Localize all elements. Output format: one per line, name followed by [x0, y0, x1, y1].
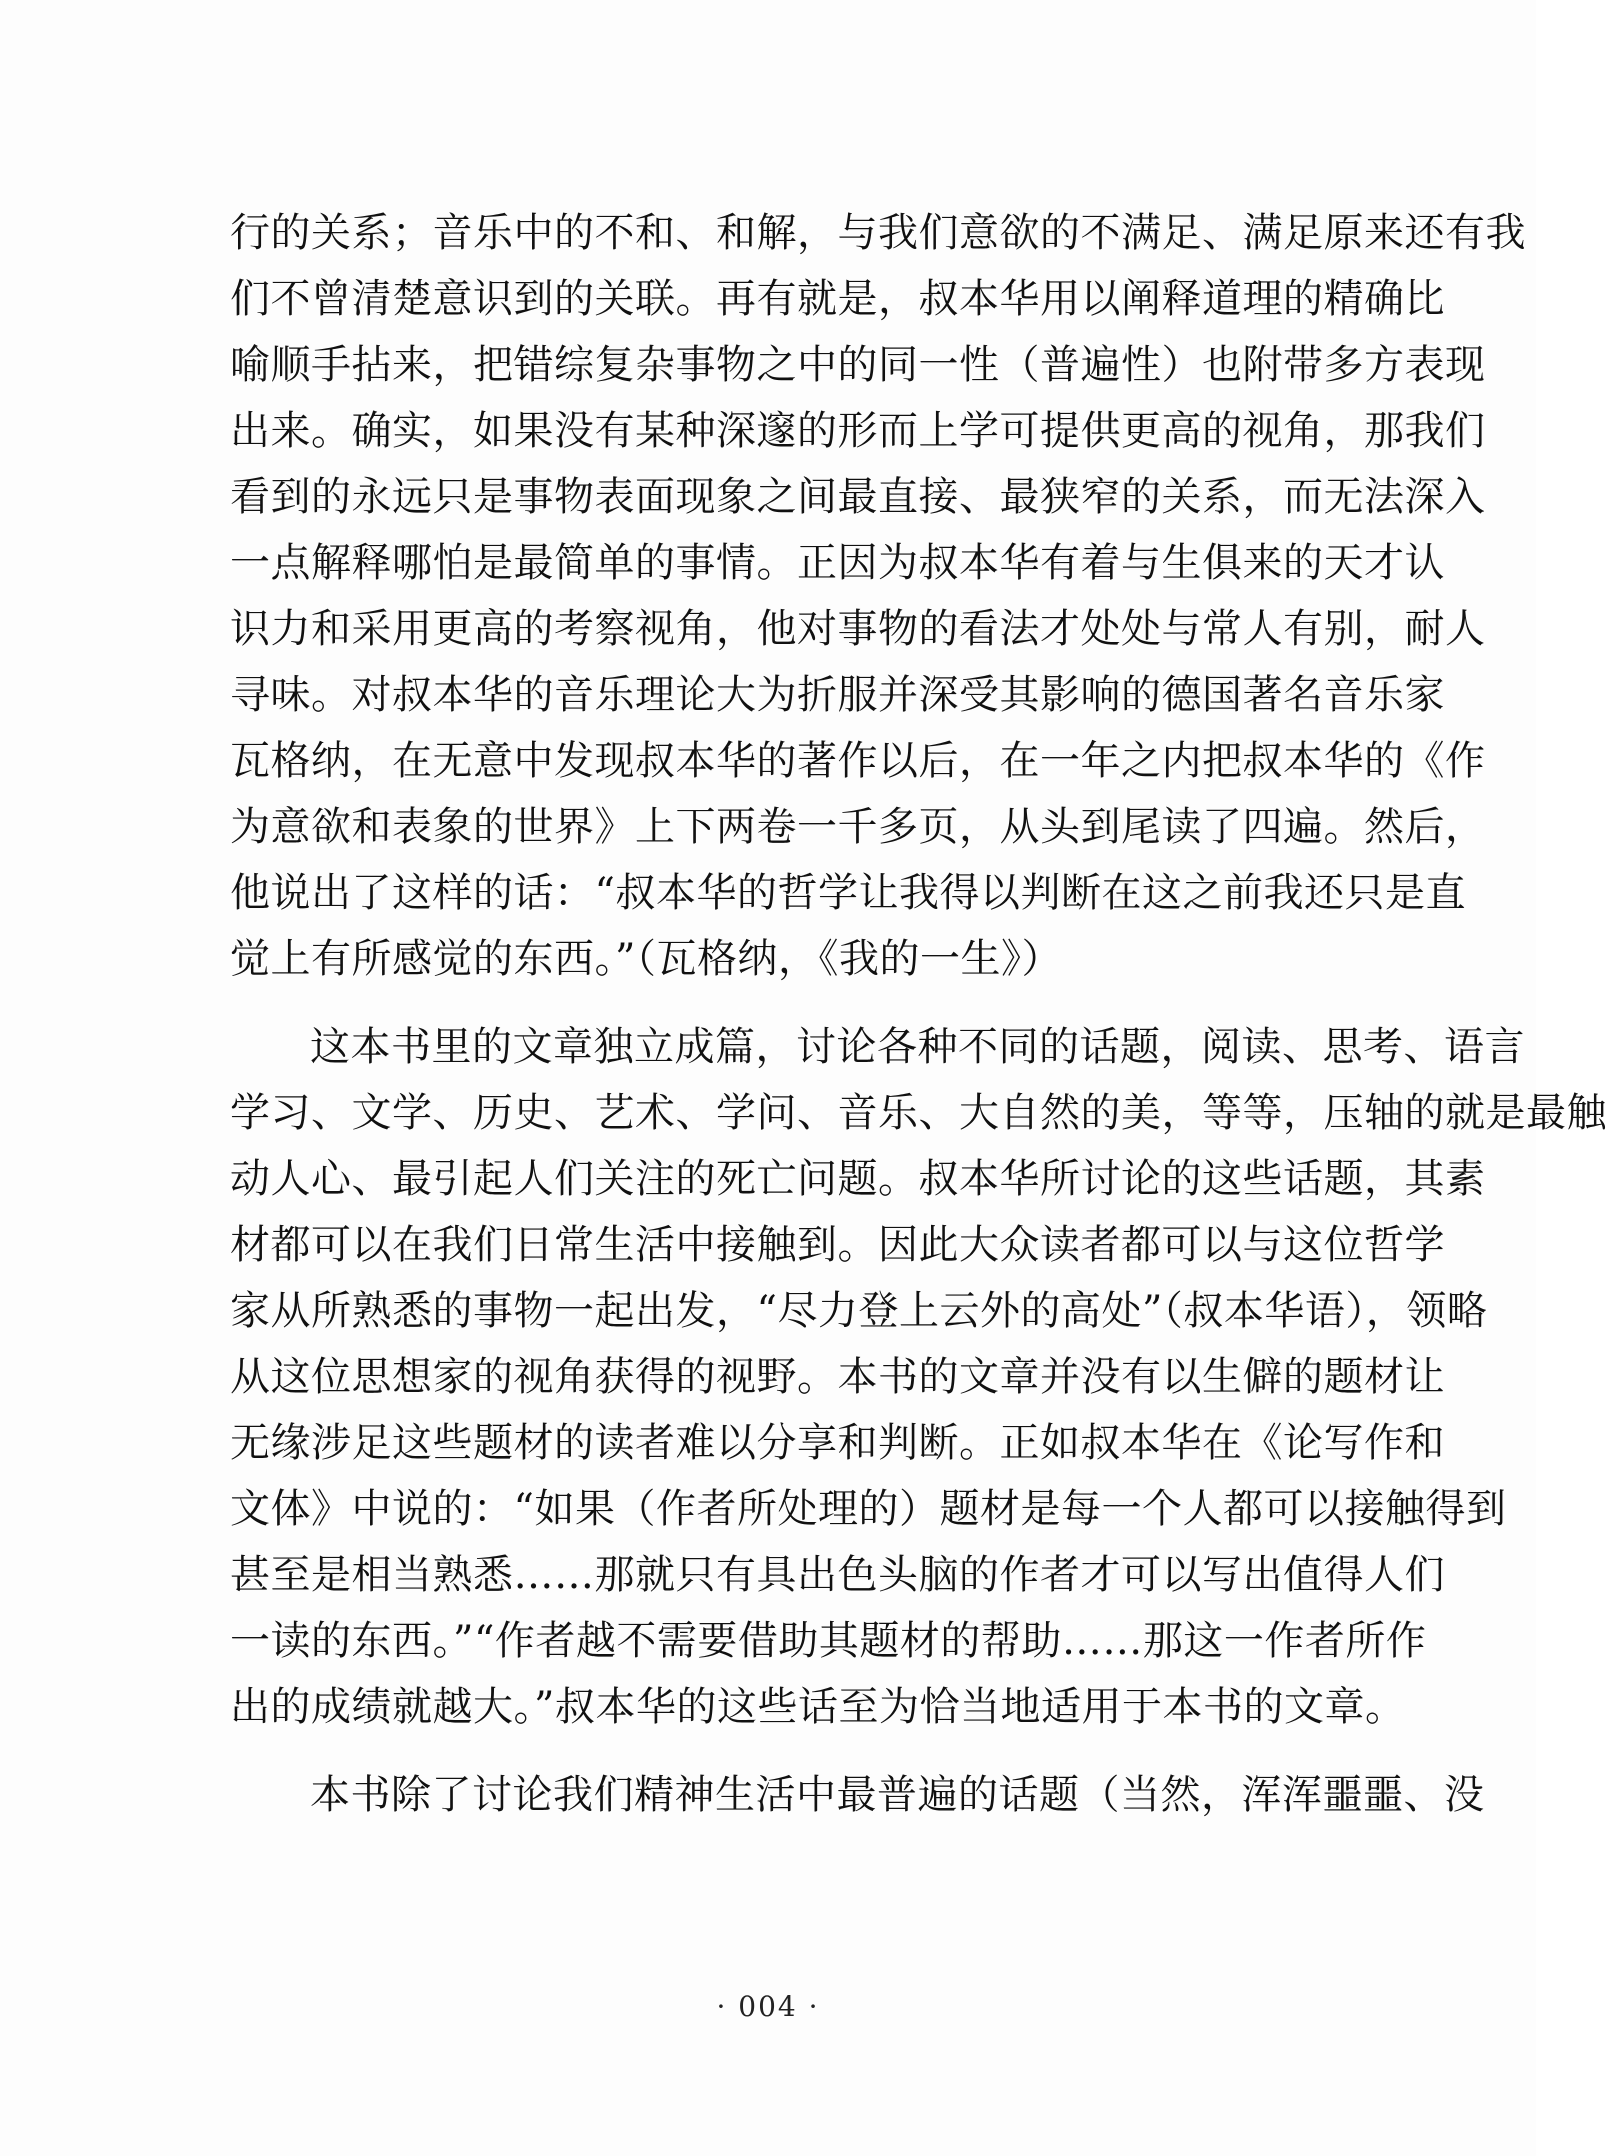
- text-line: 甚至是相当熟悉……那就只有具出色头脑的作者才可以写出值得人们: [230, 1552, 1445, 1598]
- text-line: 这本书里的文章独立成篇，讨论各种不同的话题，阅读、思考、语言: [310, 1024, 1525, 1070]
- text-line: 觉上有所感觉的东西。”（瓦格纳，《我的一生》）: [230, 936, 1062, 982]
- text-line: 学习、文学、历史、艺术、学问、音乐、大自然的美，等等，压轴的就是最触: [230, 1090, 1607, 1136]
- text-line: 行的关系；音乐中的不和、和解，与我们意欲的不满足、满足原来还有我: [230, 210, 1526, 256]
- text-line: 本书除了讨论我们精神生活中最普遍的话题（当然，浑浑噩噩、没: [310, 1772, 1485, 1818]
- text-line: 们不曾清楚意识到的关联。再有就是，叔本华用以阐释道理的精确比: [230, 276, 1445, 322]
- text-line: 出来。确实，如果没有某种深邃的形而上学可提供更高的视角，那我们: [230, 408, 1486, 454]
- page-number: · 004 ·: [716, 1990, 820, 2023]
- text-line: 喻顺手拈来，把错综复杂事物之中的同一性（普遍性）也附带多方表现: [230, 342, 1486, 388]
- text-line: 文体》中说的：“如果（作者所处理的）题材是每一个人都可以接触得到: [230, 1486, 1507, 1532]
- text-line: 无缘涉足这些题材的读者难以分享和判断。正如叔本华在《论写作和: [230, 1420, 1445, 1466]
- text-line: 看到的永远只是事物表面现象之间最直接、最狭窄的关系，而无法深入: [230, 474, 1486, 520]
- text-line: 寻味。对叔本华的音乐理论大为折服并深受其影响的德国著名音乐家: [230, 672, 1445, 718]
- text-line: 从这位思想家的视角获得的视野。本书的文章并没有以生僻的题材让: [230, 1354, 1445, 1400]
- text-line: 材都可以在我们日常生活中接触到。因此大众读者都可以与这位哲学: [230, 1222, 1445, 1268]
- text-line: 他说出了这样的话：“叔本华的哲学让我得以判断在这之前我还只是直: [230, 870, 1466, 916]
- text-line: 家从所熟悉的事物一起出发，“尽力登上云外的高处”（叔本华语），领略: [230, 1288, 1488, 1334]
- text-line: 动人心、最引起人们关注的死亡问题。叔本华所讨论的这些话题，其素: [230, 1156, 1486, 1202]
- paragraph-gap: [230, 992, 1250, 1014]
- text-line: 为意欲和表象的世界》上下两卷一千多页，从头到尾读了四遍。然后，: [230, 804, 1486, 850]
- text-line: 一读的东西。”“作者越不需要借助其题材的帮助……那这一作者所作: [230, 1618, 1427, 1664]
- text-line: 一点解释哪怕是最简单的事情。正因为叔本华有着与生俱来的天才认: [230, 540, 1445, 586]
- text-line: 识力和采用更高的考察视角，他对事物的看法才处处与常人有别，耐人: [230, 606, 1486, 652]
- paragraph-gap: [230, 1740, 1250, 1762]
- text-line: 出的成绩就越大。”叔本华的这些话至为恰当地适用于本书的文章。: [230, 1684, 1406, 1730]
- body-text: [230, 200, 1607, 1828]
- text-line: 瓦格纳，在无意中发现叔本华的著作以后，在一年之内把叔本华的《作: [230, 738, 1486, 784]
